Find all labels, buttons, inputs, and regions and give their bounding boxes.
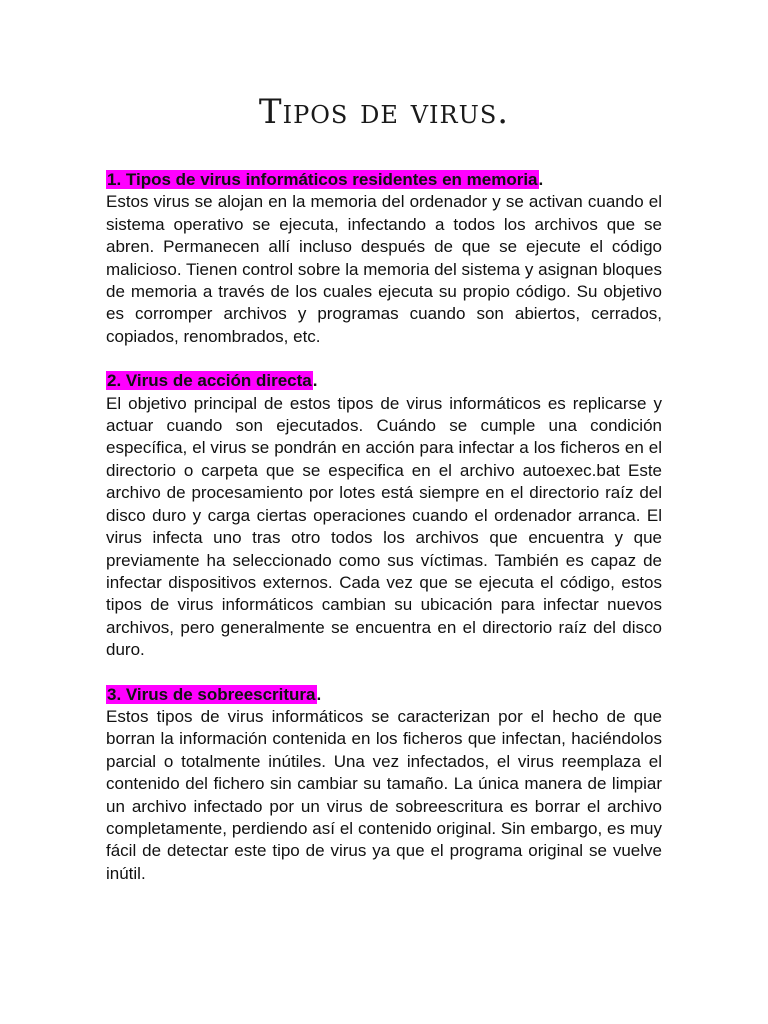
highlighted-heading-text: 3. Virus de sobreescritura — [107, 684, 316, 704]
heading-period: . — [312, 371, 318, 391]
heading-period: . — [316, 684, 322, 704]
document-title: Tipos de virus. — [258, 92, 510, 132]
section-body: Estos virus se alojan en la memoria del ordenador y se activan cuando el sistema operativo se ejecuta, infectando a todos los archivos que se abren. Permanecen allí incluso después de que se ejecute el código malicioso. Tienen control sobre la memoria del sistema y asignan bloques de memoria a través de los cuales ejecuta su propio código. Su objetivo es corromper archivos y programas cuando son abiertos, cerrados, copiados, renombrados, etc. — [106, 192, 662, 346]
section-heading — [106, 169, 662, 191]
highlighted-heading-text: 1. Tipos de virus informáticos residentes en memoria — [107, 170, 538, 189]
section-body: Estos tipos de virus informáticos se caracterizan por el hecho de que borran la información contenida en los ficheros que infectan, haciéndolos parcial o totalmente inútiles. Una vez infectados, el virus reemplaza el contenido del fichero sin cambiar su tamaño. La única manera de limpiar un archivo infectado por un virus de sobreescritura es borrar el archivo completamente, perdiendo así el contenido original. Sin embargo, es muy fácil de detectar este tipo de virus ya que el programa original se vuelve inútil. — [106, 706, 662, 883]
document-content — [106, 169, 662, 907]
document-page — [106, 0, 662, 1024]
section-resident-memory-virus — [106, 169, 662, 348]
section-direct-action-virus — [106, 370, 662, 661]
section-body: El objetivo principal de estos tipos de virus informáticos es replicarse y actuar cuando son ejecutados. Cuándo se cumple una condición específica, el virus se pondrán en acción para infectar a los ficheros en el directorio o carpeta que se especifica en el archivo autoexec.bat Este archivo de procesamiento por lotes está siempre en el directorio raíz del disco duro y carga ciertas operaciones cuando el ordenador arranca. El virus infecta uno tras otro todos los archivos que encuentra y que previamente ha seleccionado como sus víctimas. También es capaz de infectar dispositivos externos. Cada vez que se ejecuta el código, estos tipos de virus informáticos cambian su ubicación para infectar nuevos archivos, pero generalmente se encuentra en el directorio raíz del disco duro. — [106, 393, 662, 660]
section-overwrite-virus — [106, 684, 662, 886]
highlighted-heading-text: 2. Virus de acción directa — [107, 371, 312, 391]
section-heading — [106, 684, 662, 706]
heading-period: . — [538, 170, 544, 189]
section-heading — [106, 370, 662, 392]
